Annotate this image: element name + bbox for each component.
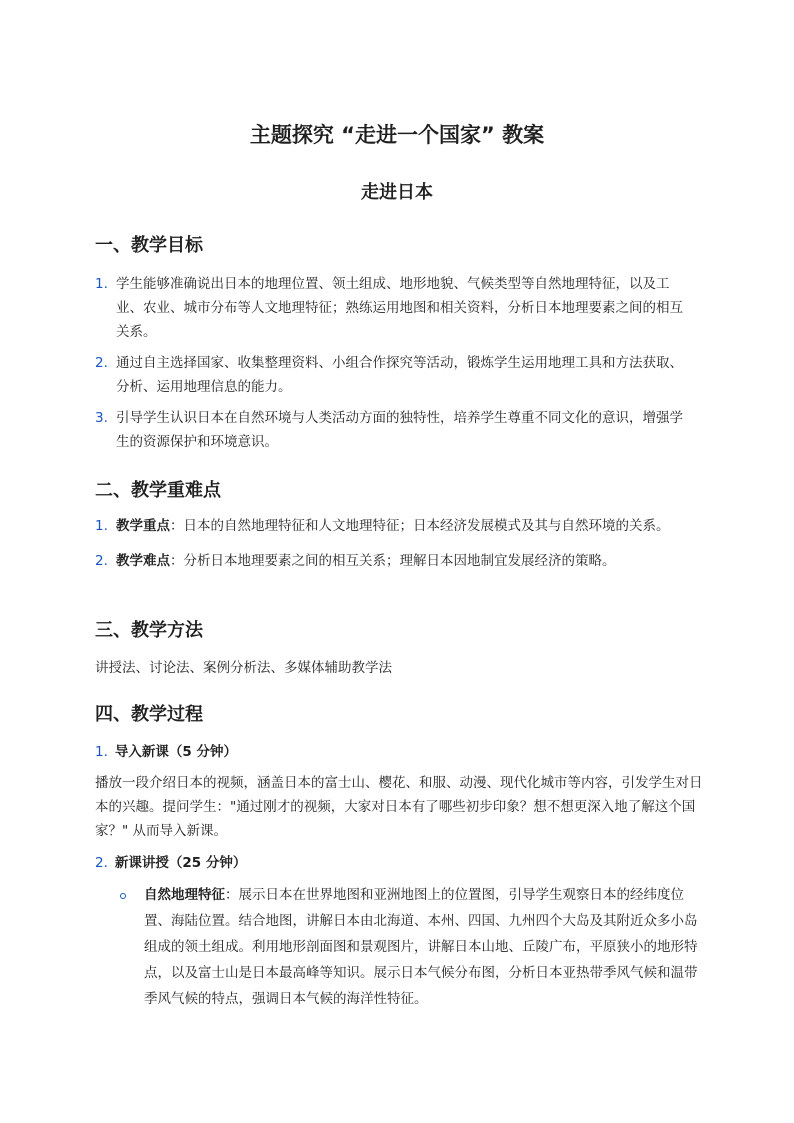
bullet-text: ：展示日本在世界地图和亚洲地图上的位置图，引导学生观察日本的经纬度位置、海陆位置。结合地图，讲解日本由北海道、本州、四国、九州四个大岛及其附近众多小岛组成的领土组成。利用地形剖面图和景观图片，讲解日本山地、丘陵广布，平原狭小的地形特点，以及富士山是日本最高峰等知识。展示日本气候分布图，分析日本亚热带季风气候和温带季风气候的特点，强调日本气候的海洋性特征。 [144, 887, 698, 1007]
list-item [95, 406, 695, 454]
document-title: 主题探究 “走进一个国家” 教案 [249, 123, 545, 147]
list-item-text: 通过自主选择国家、收集整理资料、小组合作探究等活动，锻炼学生运用地理工具和方法获取、分析、运用地理信息的能力。 [116, 355, 683, 395]
step-label: 导入新课（5 分钟） [114, 744, 237, 760]
step-label: 新课讲授（25 分钟） [114, 855, 247, 871]
list-number: 1. [95, 744, 108, 760]
list-item-text: ：分析日本地理要素之间的相互关系；理解日本因地制宜发展经济的策略。 [170, 553, 616, 569]
bullet-item [120, 882, 700, 1012]
section-heading-goals: 一、教学目标 [95, 235, 203, 256]
list-item-text: 引导学生认识日本在自然环境与人类活动方面的独特性，培养学生尊重不同文化的意识，增强学生的资源保护和环境意识。 [116, 410, 683, 450]
bullet-label: 自然地理特征 [144, 887, 225, 903]
list-number: 1. [95, 276, 108, 292]
list-item [95, 272, 695, 344]
section-heading-process: 四、教学过程 [95, 704, 203, 725]
list-item-label: 教学难点 [116, 553, 170, 569]
section-heading-methods: 三、教学方法 [95, 620, 203, 641]
document-subtitle: 走进日本 [361, 182, 433, 203]
list-item-text: ：日本的自然地理特征和人文地理特征；日本经济发展模式及其与自然环境的关系。 [170, 518, 670, 534]
key-points-list [95, 514, 695, 573]
bullet-circle-icon [120, 893, 126, 899]
list-number: 2. [95, 553, 108, 569]
methods-text: 讲授法、讨论法、案例分析法、多媒体辅助教学法 [95, 660, 392, 676]
list-number: 2. [95, 855, 108, 871]
process-step-1 [95, 740, 237, 764]
list-number: 2. [95, 355, 108, 371]
list-item [95, 549, 695, 573]
list-item-text: 学生能够准确说出日本的地理位置、领土组成、地形地貌、气候类型等自然地理特征，以及工业、农业、城市分布等人文地理特征；熟练运用地图和相关资料，分析日本地理要素之间的相互关系。 [116, 276, 683, 340]
list-number: 1. [95, 518, 108, 534]
step-1-text: 播放一段介绍日本的视频，涵盖日本的富士山、樱花、和服、动漫、现代化城市等内容，引发学生对日本的兴趣。提问学生："通过刚才的视频，大家对日本有了哪些初步印象？想不想更深入地了解这个国家？" 从而导入新课。 [95, 775, 703, 839]
goals-list [95, 272, 695, 454]
list-item [95, 514, 695, 538]
section-heading-key-points: 二、教学重难点 [95, 480, 221, 501]
list-item-label: 教学重点 [116, 518, 170, 534]
list-item [95, 351, 695, 399]
list-number: 3. [95, 410, 108, 426]
process-step-2 [95, 851, 246, 875]
